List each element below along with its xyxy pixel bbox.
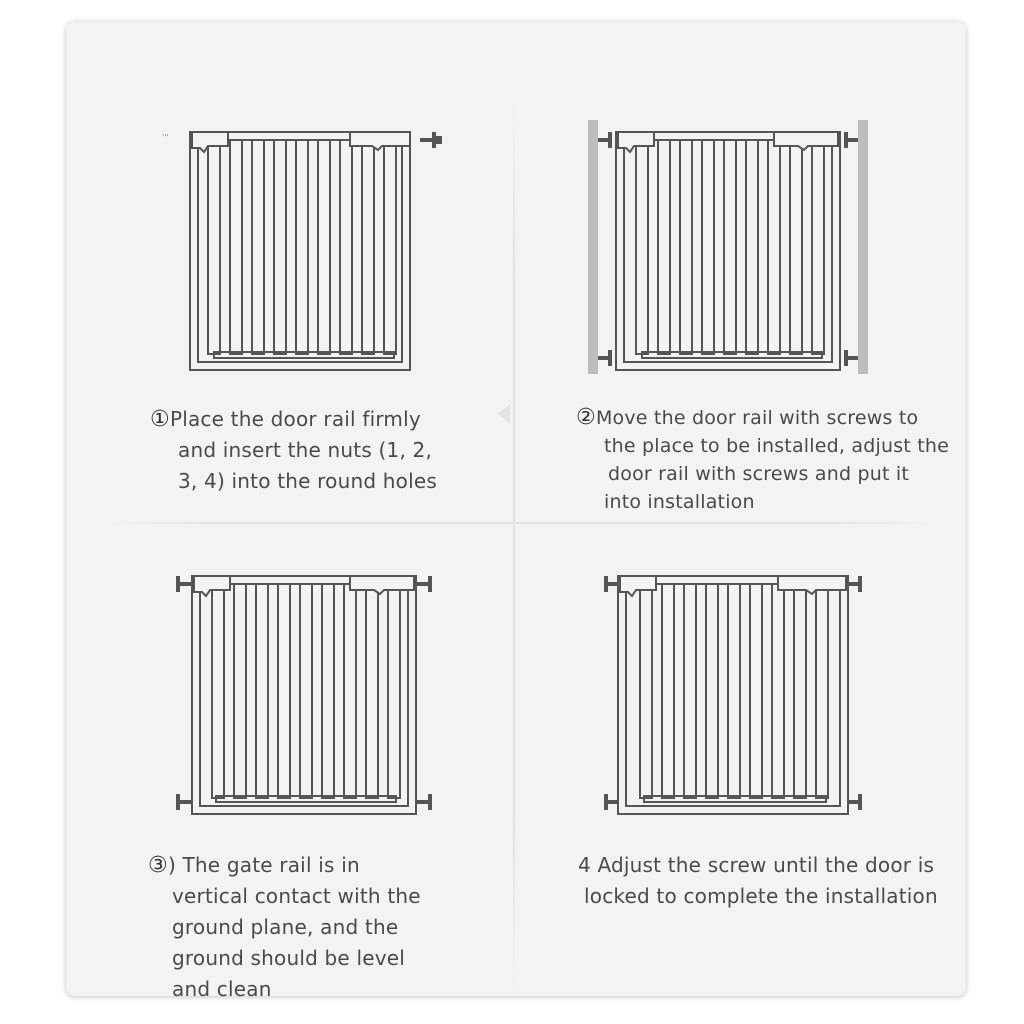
gate-illustration-step-3	[170, 570, 446, 822]
step-1-line-3: 3, 4) into the round holes	[178, 469, 437, 493]
step-2-line-1: ②Move the door rail with screws to	[576, 405, 919, 430]
step-2-number: ②	[576, 405, 596, 430]
step-1-text	[150, 404, 437, 497]
step-4-text	[578, 850, 938, 912]
gate-illustration-step-2	[586, 118, 872, 376]
step-2-text	[576, 404, 949, 516]
step-4-line-2: locked to complete the installation	[584, 884, 938, 908]
svg-text:''': '''	[162, 133, 169, 142]
gate-illustration-step-4	[600, 570, 870, 822]
step-1-line-2: and insert the nuts (1, 2,	[178, 438, 433, 462]
divider-notch	[498, 404, 510, 424]
step-3-text	[148, 850, 421, 1005]
vertical-divider	[513, 100, 515, 996]
step-3-line-3: ground plane, and the	[172, 915, 399, 939]
step-3-number: ③	[148, 853, 168, 878]
gate-illustration-step-1	[160, 124, 450, 376]
step-2-line-2: the place to be installed, adjust the	[604, 435, 949, 457]
step-2-line-4: into installation	[604, 491, 755, 513]
horizontal-divider	[100, 522, 940, 524]
step-2-line-3: door rail with screws and put it	[608, 463, 909, 485]
step-1-line-1: ①Place the door rail firmly	[150, 407, 421, 432]
step-4-line-1: 4 Adjust the screw until the door is	[578, 853, 935, 877]
step-3-line-5: and clean	[172, 977, 272, 1001]
step-3-line-4: ground should be level	[172, 946, 406, 970]
step-3-line-1: ③) The gate rail is in	[148, 853, 360, 878]
step-1-number: ①	[150, 407, 170, 432]
step-3-line-2: vertical contact with the	[172, 884, 421, 908]
